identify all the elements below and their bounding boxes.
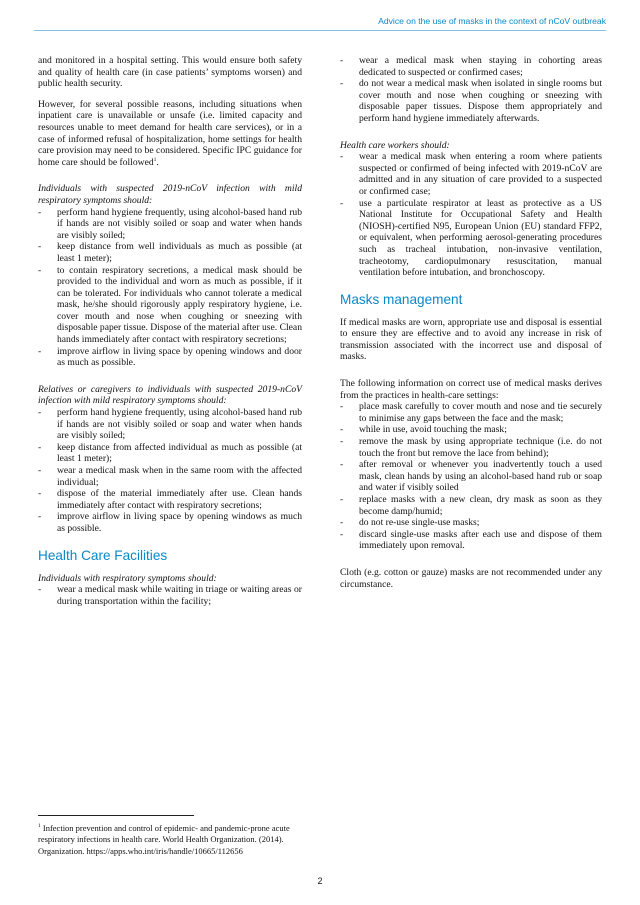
list-item-text: perform hand hygiene frequently, using alcohol-based hand rub if hands are not visibly soiled or soap and water when hands are visibly soiled; <box>57 206 302 241</box>
list-item <box>340 494 602 517</box>
list-item <box>340 151 602 197</box>
footnote-mark: 1 <box>38 823 41 830</box>
bullet-marker: - <box>38 441 42 453</box>
list-item <box>340 198 602 279</box>
list-item <box>38 511 302 534</box>
list-item-text: wear a medical mask when entering a room where patients suspected or confirmed of being infected with 2019-nCoV are admitted and in any situation of care provided to a suspected or confirmed case; <box>359 151 602 197</box>
bullet-marker: - <box>340 78 344 90</box>
section-subheading: Relatives or caregivers to individuals with suspected 2019-nCoV infection with mild respiratory symptoms should: <box>38 383 302 407</box>
left-column <box>38 55 302 607</box>
list-item <box>38 346 302 369</box>
bullet-marker: - <box>38 584 42 596</box>
list-item-text: keep distance from affected individual as much as possible (at least 1 meter); <box>57 441 302 465</box>
list-item-text: after removal or whenever you inadvertently touch a used mask, clean hands by using an alcohol-based hand rub or soap and water if visibly soiled <box>359 459 602 494</box>
paragraph: If medical masks are worn, appropriate use and disposal is essential to ensure they are effective and to avoid any increase in risk of transmission associated with the incorrect use and disposal of masks. <box>340 316 602 363</box>
bullet-marker: - <box>340 517 344 529</box>
list-item <box>340 436 602 459</box>
bullet-list <box>38 207 302 369</box>
list-item <box>38 584 302 607</box>
list-item-text: improve airflow in living space by opening windows and door as much as possible. <box>57 345 302 369</box>
list-item <box>38 241 302 264</box>
bullet-marker: - <box>38 407 42 419</box>
paragraph: The following information on correct use of medical masks derives from the practices in health-care settings: <box>340 378 602 401</box>
bullet-list <box>38 407 302 535</box>
footnote-ref[interactable]: 1 <box>153 156 157 163</box>
bullet-marker: - <box>38 345 42 357</box>
list-item-text: to contain respiratory secretions, a medical mask should be provided to the individual and worn as much as possible, if it can be tolerated. For individuals who cannot tolerate a medical mask, he/she should rigorously apply respiratory hygiene, i.e. cover mouth and nose when coughing or sneezing with disposable paper tissue. Dispose of the material after use. Clean hands immediately after contact with respiratory secretions; <box>57 264 302 346</box>
bullet-list <box>340 55 602 125</box>
list-item <box>340 459 602 494</box>
list-item-text: wear a medical mask when in the same room with the affected individual; <box>57 465 302 488</box>
list-item-text: improve airflow in living space by opening windows as much as possible. <box>57 511 302 534</box>
bullet-marker: - <box>38 465 42 476</box>
list-item <box>38 488 302 511</box>
bullet-marker: - <box>340 528 344 540</box>
page-number: 2 <box>317 876 323 886</box>
header-divider <box>34 30 606 31</box>
list-item-text: do not wear a medical mask when isolated in single rooms but cover mouth and nose when coughing or sneezing with disposable paper tissues. Dispose them appropriately and perform hand hygiene immediately afterwards. <box>359 78 602 124</box>
bullet-list <box>38 584 302 607</box>
paragraph: Cloth (e.g. cotton or gauze) masks are not recommended under any circumstance. <box>340 566 602 590</box>
list-item <box>340 424 602 436</box>
list-item <box>38 465 302 488</box>
bullet-marker: - <box>38 264 42 276</box>
bullet-marker: - <box>38 488 42 500</box>
bullet-marker: - <box>340 197 344 209</box>
list-item-text: do not re-use single-use masks; <box>359 517 480 529</box>
list-item <box>38 207 302 242</box>
list-item <box>340 529 602 552</box>
list-item-text: place mask carefully to cover mouth and nose and tie securely to minimise any gaps between the face and the mask; <box>359 401 602 424</box>
section-subheading: Individuals with respiratory symptoms should: <box>38 572 217 584</box>
bullet-marker: - <box>340 436 344 448</box>
bullet-marker: - <box>340 55 344 66</box>
list-item-text: while in use, avoid touching the mask; <box>359 424 507 436</box>
running-header: Advice on the use of masks in the context of nCoV outbreak <box>378 16 606 26</box>
paragraph <box>38 99 302 169</box>
bullet-marker: - <box>38 511 42 523</box>
bullet-marker: - <box>38 241 42 253</box>
section-subheading: Individuals with suspected 2019-nCoV infection with mild respiratory symptoms should: <box>38 183 302 206</box>
list-item-text: wear a medical mask when staying in cohorting areas dedicated to suspected or confirmed cases; <box>359 55 602 78</box>
bullet-marker: - <box>340 494 344 505</box>
bullet-marker: - <box>340 459 344 471</box>
list-item <box>340 517 602 529</box>
list-item-text: remove the mask by using appropriate technique (i.e. do not touch the front but remove the lace from behind); <box>359 436 602 459</box>
list-item-text: perform hand hygiene frequently, using alcohol-based hand rub if hands are not visibly soiled or soap and water when hands are visibly soiled; <box>57 407 302 442</box>
list-item-text: wear a medical mask while waiting in triage or waiting areas or during transportation within the facility; <box>57 584 302 607</box>
footnote-text: Infection prevention and control of epidemic- and pandemic-prone acute respiratory infections in health care. World Health Organization. (2014). Organization. https://apps.who.int/iris/handle/10665/112656 <box>38 823 290 856</box>
bullet-marker: - <box>38 206 42 218</box>
list-item <box>38 407 302 442</box>
list-item-text: discard single-use masks after each use and dispose of them immediately upon removal. <box>359 528 602 552</box>
bullet-marker: - <box>340 424 344 436</box>
section-subheading: Health care workers should: <box>340 139 450 151</box>
list-item <box>340 401 602 424</box>
list-item <box>340 55 602 78</box>
list-item <box>38 442 302 465</box>
bullet-marker: - <box>340 151 344 163</box>
section-heading: Masks management <box>340 291 463 307</box>
list-item-text: use a particulate respirator at least as protective as a US National Institute for Occupational Safety and Health (NIOSH)-certified N95, European Union (EU) standard FFP2, or equivalent, when performing aerosol-generating procedures such as tracheal intubation, non-invasive ventilation, tracheotomy, cardiopulmonary resuscitation, manual ventilation before intubation, and bronchoscopy. <box>359 197 602 279</box>
section-heading: Health Care Facilities <box>38 547 168 563</box>
paragraph-end: . <box>156 156 159 168</box>
footnote-divider <box>38 815 194 816</box>
bullet-list <box>340 401 602 552</box>
paragraph: and monitored in a hospital setting. This would ensure both safety and quality of health care (in case patients’ symptoms worsen) and public health security. <box>38 55 302 90</box>
bullet-list <box>340 151 602 279</box>
right-column <box>340 55 602 590</box>
list-item-text: dispose of the material immediately after use. Clean hands immediately after contact with respiratory secretions; <box>57 488 302 511</box>
list-item-text: replace masks with a new clean, dry mask as soon as they become damp/humid; <box>359 494 602 517</box>
list-item-text: keep distance from well individuals as much as possible (at least 1 meter); <box>57 241 302 264</box>
paragraph-text: However, for several possible reasons, including situations when inpatient care is unavailable or unsafe (i.e. limited capacity and resources unable to meet demand for health care services), or in a case of informed refusal of hospitalization, home settings for health care provision may need to be considered. Specific IPC guidance for home care should be followed <box>38 98 302 168</box>
list-item <box>38 265 302 346</box>
footnote <box>38 823 304 857</box>
list-item <box>340 78 602 124</box>
bullet-marker: - <box>340 401 344 413</box>
